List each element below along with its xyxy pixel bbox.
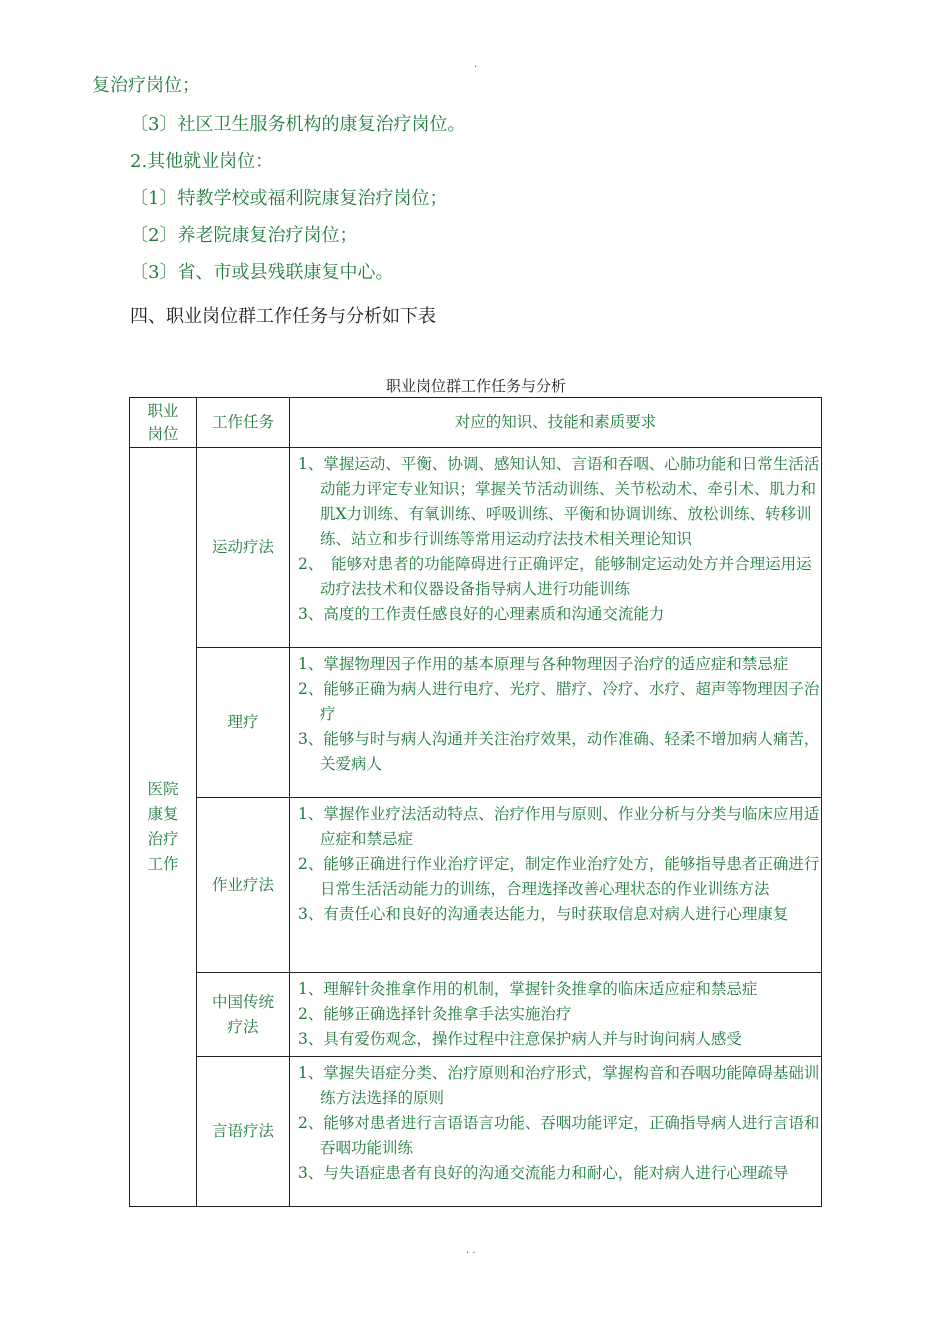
section-heading: 四、职业岗位群工作任务与分析如下表 (130, 306, 436, 327)
task-cell: 言语疗法 (197, 1057, 290, 1207)
requirement-item: 2、能够正确为病人进行电疗、光疗、腊疗、冷疗、水疗、超声等物理因子治疗 (298, 680, 820, 723)
requirements-cell (290, 448, 822, 648)
intro-line-1: 〔3〕社区卫生服务机构的康复治疗岗位。 (130, 114, 466, 135)
task-cell: 理疗 (197, 648, 290, 798)
requirement-item: 2、能够对患者进行言语语言功能、吞咽功能评定，正确指导病人进行言语和吞咽功能训练 (298, 1114, 820, 1157)
requirement-item: 2、能够正确进行作业治疗评定，制定作业治疗处方，能够指导患者正确进行日常生活活动能力的训练，合理选择改善心理状态的作业训练方法 (298, 855, 820, 898)
header-mark: . (474, 59, 478, 70)
table-title: 职业岗位群工作任务与分析 (385, 377, 566, 395)
requirements-cell (290, 798, 822, 973)
requirement-item: 3、能够与时与病人沟通并关注治疗效果，动作准确、轻柔不增加病人痛苦，关爱病人 (298, 730, 820, 773)
intro-line-0: 复治疗岗位； (92, 75, 200, 96)
requirement-item: 3、具有爱伤观念，操作过程中注意保护病人并与时询问病人感受 (298, 1030, 742, 1048)
requirement-item: 3、高度的工作责任感良好的心理素质和沟通交流能力 (298, 605, 665, 623)
requirement-item: 3、与失语症患者有良好的沟通交流能力和耐心，能对病人进行心理疏导 (298, 1164, 789, 1182)
table-row (130, 1057, 822, 1207)
intro-line-3: 〔1〕特教学校或福利院康复治疗岗位； (130, 188, 448, 209)
requirements-cell (290, 973, 822, 1057)
table-header-row (130, 398, 822, 448)
table-row (130, 798, 822, 973)
requirement-item: 1、理解针灸推拿作用的机制，掌握针灸推拿的临床适应症和禁忌症 (298, 980, 758, 998)
table-row (130, 973, 822, 1057)
requirements-cell (290, 1057, 822, 1207)
requirement-item: 1、掌握物理因子作用的基本原理与各种物理因子治疗的适应症和禁忌症 (298, 655, 789, 673)
footer-mark: . . (466, 1245, 476, 1256)
requirement-item: 2、 能够对患者的功能障碍进行正确评定，能够制定运动处方并合理运用运动疗法技术和仪器设备指导病人进行功能训练 (298, 555, 812, 598)
requirement-item: 2、能够正确选择针灸推拿手法实施治疗 (298, 1005, 572, 1023)
requirements-cell (290, 648, 822, 798)
requirement-item: 1、掌握作业疗法活动特点、治疗作用与原则、作业分析与分类与临床应用适应症和禁忌症 (298, 805, 820, 848)
intro-line-5: 〔3〕省、市或县残联康复中心。 (130, 262, 394, 283)
header-task: 工作任务 (197, 398, 290, 448)
task-cell: 运动疗法 (197, 448, 290, 648)
table-row (130, 448, 822, 648)
task-cell: 中国传统疗法 (197, 973, 290, 1057)
task-analysis-table (129, 397, 822, 1207)
task-cell: 作业疗法 (197, 798, 290, 973)
intro-line-4: 〔2〕养老院康复治疗岗位； (130, 225, 358, 246)
requirement-item: 3、有责任心和良好的沟通表达能力，与时获取信息对病人进行心理康复 (298, 905, 789, 923)
requirement-item: 1、掌握运动、平衡、协调、感知认知、言语和吞咽、心肺功能和日常生活活动能力评定专业知识；掌握关节活动训练、关节松动术、牵引术、肌力和肌X力训练、有氧训练、呼吸训练、平衡和协调训练、放松训练、转移训练、站立和步行训练等常用运动疗法技术相关理论知识 (298, 455, 820, 548)
requirement-item: 1、掌握失语症分类、治疗原则和治疗形式，掌握构音和吞咽功能障碍基础训练方法选择的原则 (298, 1064, 820, 1107)
header-requirements: 对应的知识、技能和素质要求 (290, 398, 822, 448)
header-position: 职业岗位 (130, 398, 197, 448)
intro-line-2: 2.其他就业岗位： (130, 151, 274, 172)
position-cell: 医院康复治疗工作 (130, 448, 197, 1207)
table-row (130, 648, 822, 798)
